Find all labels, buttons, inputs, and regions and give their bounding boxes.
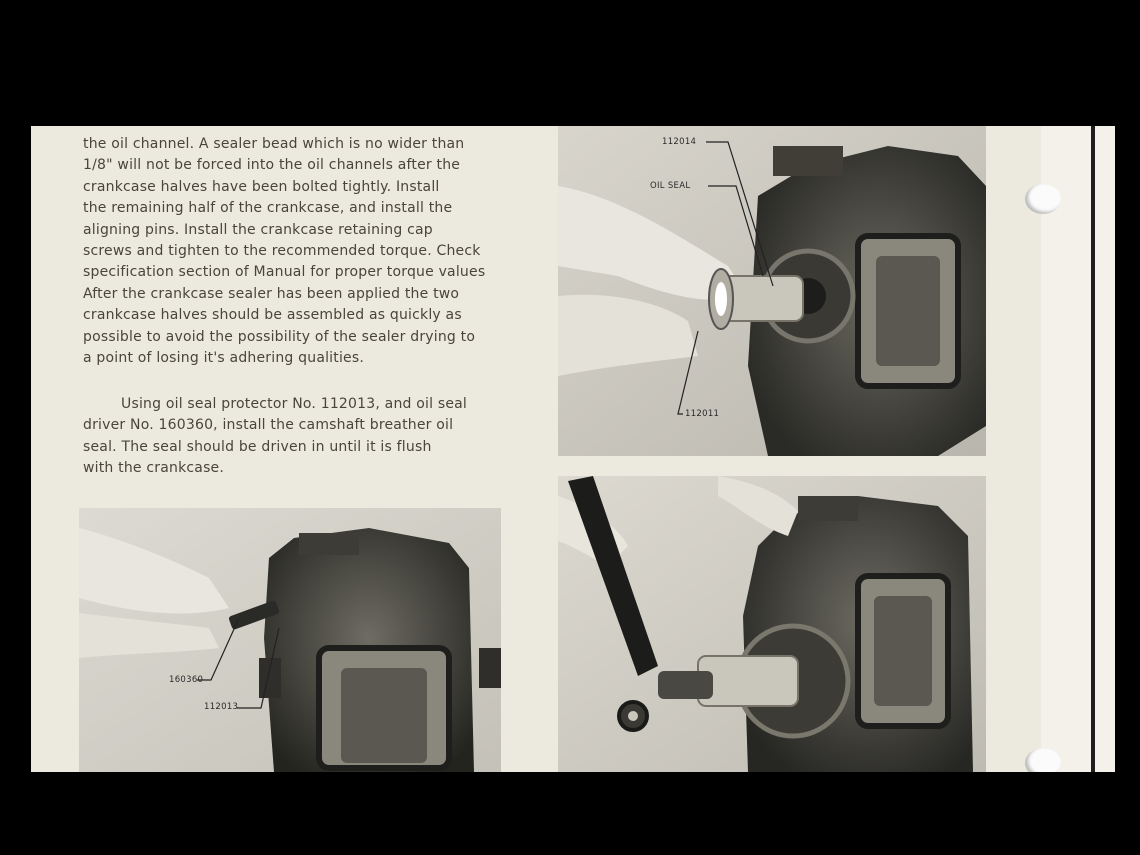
text-line: with the crankcase. [83, 460, 225, 477]
text-line: 1/8" will not be forced into the oil channels after the [83, 157, 461, 174]
text-line: the oil channel. A sealer bead which is no wider than [83, 136, 465, 152]
text-line: crankcase halves have been bolted tightly. Install [83, 178, 440, 195]
text-line: driver No. 160360, install the camshaft breather oil [83, 417, 454, 434]
page-edge-rule [1091, 126, 1095, 772]
photo-oil-seal-protector-image [558, 126, 986, 456]
callout-112011: 112011 [685, 409, 720, 419]
text-line: screws and tighten to the recommended torque. Check [83, 243, 481, 260]
text-line: crankcase halves should be assembled as quickly as [83, 307, 462, 324]
photo-oil-seal-protector [558, 126, 986, 456]
callout-112013: 112013 [204, 702, 239, 712]
photo-seal-driver [558, 476, 986, 772]
photo-seal-driver-image [558, 476, 986, 772]
text-line: specification section of Manual for proper torque values [83, 264, 486, 281]
text-line: a point of losing it's adhering qualities. [83, 350, 365, 367]
photo-seal-driver-installed [79, 508, 501, 772]
callout-oil-seal: OIL SEAL [650, 181, 691, 191]
text-line: aligning pins. Install the crankcase retaining cap [83, 221, 433, 238]
binder-hole-bottom [1025, 748, 1061, 772]
callout-160360: 160360 [169, 675, 204, 685]
text-line: seal. The seal should be driven in until it is flush [83, 438, 432, 455]
text-line: possible to avoid the possibility of the sealer drying to [83, 328, 476, 345]
photo-seal-driver-installed-image [79, 508, 501, 772]
text-line: Using oil seal protector No. 112013, and oil seal [121, 396, 468, 412]
text-line: the remaining half of the crankcase, and install the [83, 200, 453, 217]
manual-page [31, 126, 1115, 772]
callout-112014: 112014 [662, 137, 697, 147]
binder-hole-top [1025, 184, 1061, 214]
text-line: After the crankcase sealer has been applied the two [83, 285, 460, 302]
page-margin-strip [1041, 126, 1115, 772]
paragraph-crankcase-sealer [83, 134, 513, 369]
paragraph-oil-seal-install [83, 394, 513, 480]
